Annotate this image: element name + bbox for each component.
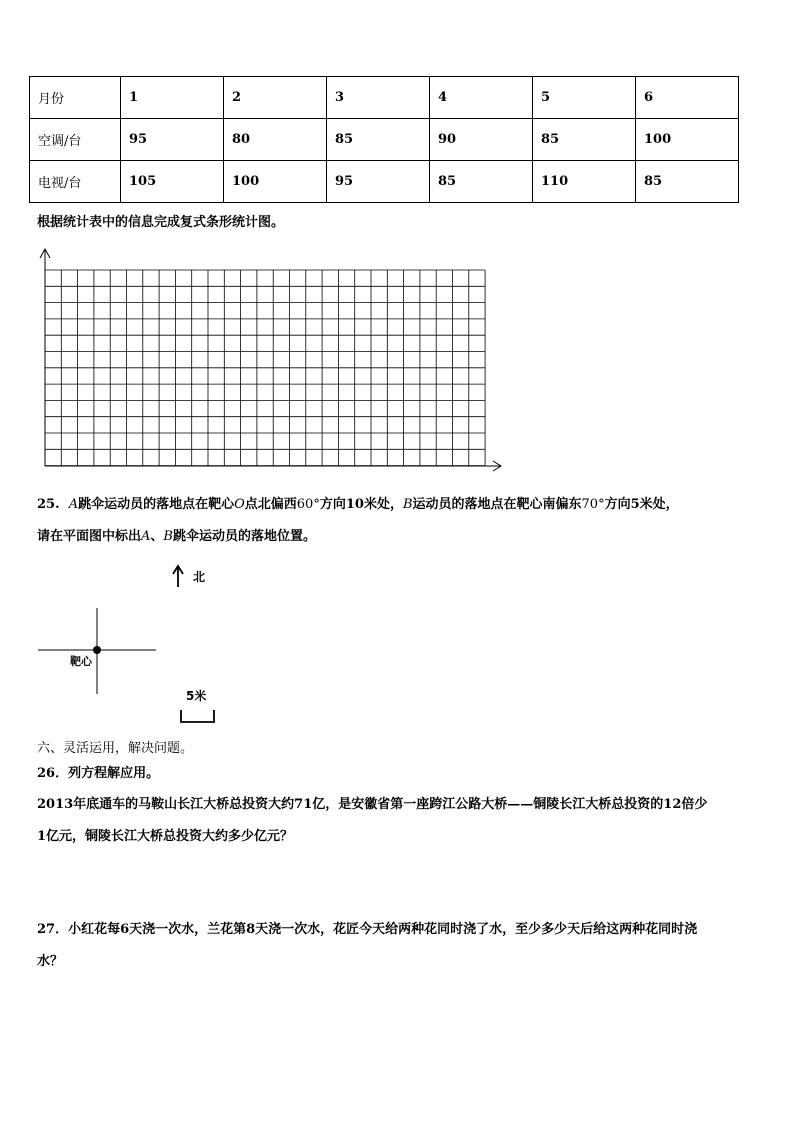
table-cell: 4	[430, 77, 533, 119]
table-cell: 85	[430, 161, 533, 203]
section-6-heading: 六、灵活运用，解决问题。	[37, 741, 194, 756]
table-cell: 90	[430, 119, 533, 161]
question-25-line1	[37, 493, 679, 512]
chart-instruction: 根据统计表中的信息完成复式条形统计图。	[37, 215, 285, 230]
table-row	[30, 119, 739, 161]
row-label: 空调/台	[30, 119, 121, 161]
q25-text: 米处，	[363, 497, 403, 512]
table-cell: 2	[224, 77, 327, 119]
point-a-label: A	[141, 529, 151, 544]
distance-5: 5	[630, 497, 640, 512]
table-cell: 105	[121, 161, 224, 203]
question-26-title: 26．列方程解应用。	[37, 766, 160, 781]
target-center-dot	[93, 646, 101, 654]
distance-10: 10	[345, 497, 364, 512]
stats-table	[29, 76, 739, 203]
row-label: 电视/台	[30, 161, 121, 203]
table-row	[30, 161, 739, 203]
angle-70: 70°	[581, 497, 605, 512]
table-cell: 6	[636, 77, 739, 119]
q25-text: 米处，	[639, 497, 679, 512]
point-b-label: B	[402, 497, 413, 512]
table-row	[30, 77, 739, 119]
table-cell: 110	[533, 161, 636, 203]
angle-60: 60°	[296, 497, 320, 512]
table-cell: 85	[327, 119, 430, 161]
q25-text: 方向	[604, 497, 631, 512]
question-number: 25.	[37, 497, 60, 512]
table-cell: 100	[636, 119, 739, 161]
question-27-line1: 27．小红花每6天浇一次水，兰花第8天浇一次水，花匠今天给两种花同时浇了水，至少多少天后给这两种花同时浇	[37, 922, 698, 937]
empty-grid	[34, 244, 509, 476]
question-25-line2	[37, 525, 316, 544]
point-b-label: B	[163, 529, 173, 544]
q25-text: 方向	[319, 497, 346, 512]
q25-text: 、	[150, 529, 164, 544]
table-cell: 5	[533, 77, 636, 119]
plan-diagram	[36, 562, 236, 730]
table-cell: 3	[327, 77, 430, 119]
q25-text: 请在平面图中标出	[37, 529, 142, 544]
question-27-line2: 水？	[37, 954, 64, 969]
q25-text: 跳伞运动员的落地位置。	[172, 529, 316, 544]
row-label: 月份	[30, 77, 121, 119]
q25-text: 跳伞运动员的落地点在靶心	[78, 497, 235, 512]
north-label: 北	[193, 570, 206, 584]
point-a-label: A	[68, 497, 79, 512]
table-cell: 85	[533, 119, 636, 161]
point-o-label: O	[234, 497, 245, 512]
q25-text: 运动员的落地点在靶心南偏东	[412, 497, 582, 512]
table-cell: 95	[121, 119, 224, 161]
question-26-line1: 2013年底通车的马鞍山长江大桥总投资大约71亿，是安徽省第一座跨江公路大桥——铜陵长江大桥总投资的12倍少	[37, 797, 708, 812]
table-cell: 95	[327, 161, 430, 203]
table-cell: 80	[224, 119, 327, 161]
target-center-label: 靶心	[70, 655, 92, 668]
table-cell: 1	[121, 77, 224, 119]
question-26-line2: 1亿元，铜陵长江大桥总投资大约多少亿元？	[37, 829, 294, 844]
table-cell: 100	[224, 161, 327, 203]
table-cell: 85	[636, 161, 739, 203]
scale-bar	[181, 710, 214, 722]
q25-text: 点北偏西	[244, 497, 297, 512]
scale-label: 5米	[186, 689, 207, 703]
